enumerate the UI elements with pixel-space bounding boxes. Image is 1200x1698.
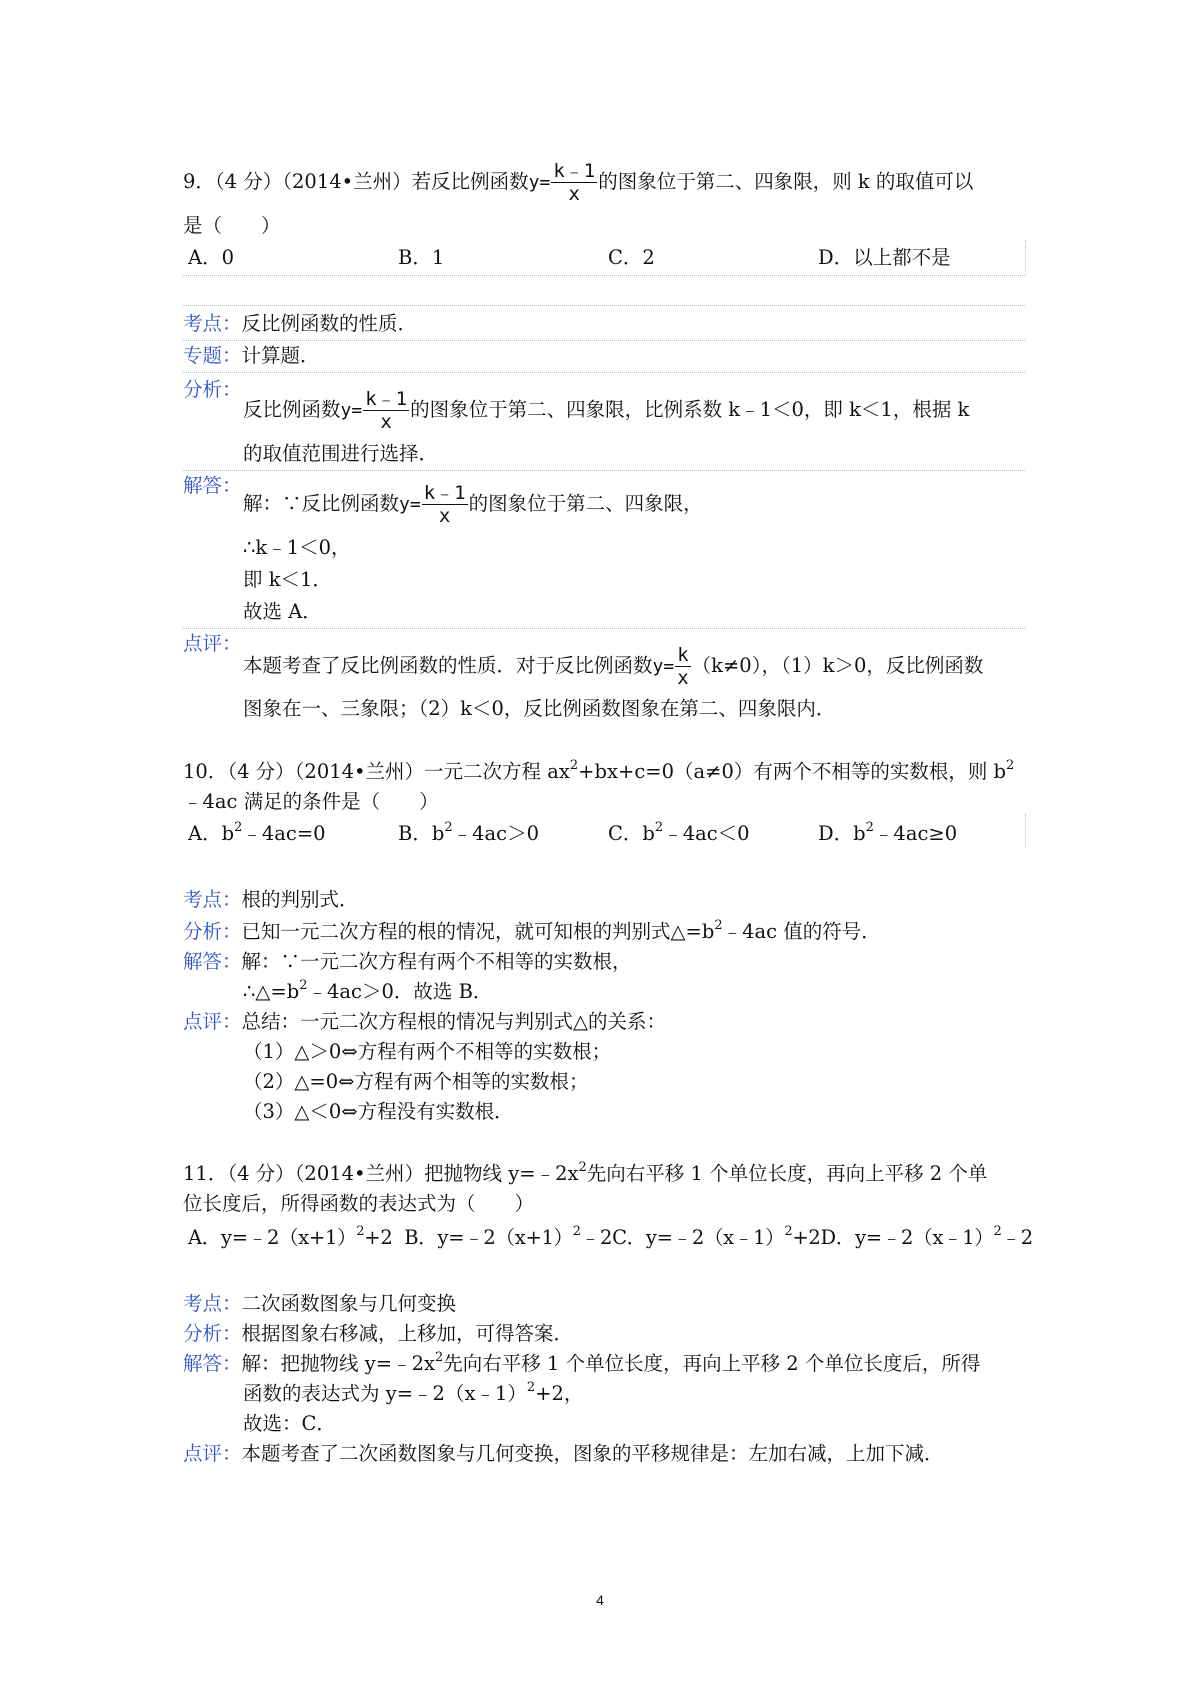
q10-fenxi [183,920,881,944]
q11-option-b [404,1226,612,1249]
q11-option-c [612,1226,820,1249]
jieda-text-3: ﹣4ac＞0．故选 B． [307,980,493,1003]
superscript: 2 [578,1160,587,1175]
q10-stem-line2: ﹣4ac 满足的条件是（ ） [183,790,439,813]
option-text: B．b [398,822,445,845]
superscript: 2 [299,978,308,993]
q10-jieda [183,950,632,974]
frac-y-eq: y= [652,656,675,677]
q9-stem-text-2: 的图象位于第二、四象限，则 k 的取值可以 [598,170,974,193]
q9-stem-text: 9．（4 分）（2014•兰州）若反比例函数 [183,170,529,193]
superscript: 2 [434,1350,444,1365]
superscript: 2 [444,820,453,835]
frac-y-eq: y= [399,494,421,515]
q9-kaodian [183,312,417,336]
option-text-2: ﹣4ac＞0 [452,822,539,845]
fenxi-label: 分析： [183,1322,242,1345]
q9-dianping-label: 点评： [183,632,242,655]
q9-fenxi-label: 分析： [183,378,242,401]
fraction-denominator: x [380,411,392,433]
option-text: C．b [608,822,655,845]
q10-stem-line1 [183,760,1014,784]
option-text: A．b [188,822,235,845]
frac-y-eq: y= [528,172,551,193]
jieda-text-2: 先向右平移 1 个单位长度，再向上平移 2 个单位长度后，所得 [443,1352,981,1375]
superscript: 2 [784,1224,793,1239]
option-text-2: +2 [792,1226,821,1249]
q11-options [188,1226,1033,1250]
q11-option-d [821,1226,1033,1249]
option-text: D．y=﹣2（x﹣1） [820,1226,994,1249]
fenxi-text: 根据图象右移减，上移加，可得答案． [241,1322,574,1345]
fraction-numerator: k﹣1 [553,160,596,182]
fraction-k-over-x [675,644,690,689]
divider-dotted [183,275,1025,276]
divider-dotted [183,628,1025,629]
divider-dotted [183,305,1025,306]
q10-dianping-line2: （1）△＞0⇔方程有两个不相等的实数根； [243,1040,612,1063]
jieda-text-2: ∴△=b [243,980,300,1003]
kaodian-label: 考点： [183,312,242,335]
superscript: 2 [356,1224,365,1239]
divider-dotted-vertical [1025,240,1026,274]
zhuanti-label: 专题： [183,344,242,367]
fraction-denominator: x [438,505,451,527]
q9-stem-line1 [183,160,973,205]
q9-jieda-line2: ∴k﹣1＜0， [243,536,351,559]
divider-dotted [183,372,1025,373]
q9-option-a: A．0 [188,246,234,269]
option-text: D．b [818,822,866,845]
superscript: 2 [865,820,874,835]
q10-stem-text-2: +bx+c=0（a≠0）有两个不相等的实数根，则 b [578,760,1007,783]
superscript: 2 [714,918,723,933]
q11-jieda-line2 [243,1382,583,1406]
superscript: 2 [234,820,243,835]
q11-jieda-line3: 故选：C． [243,1412,336,1435]
fraction-k-minus-1-over-x [363,388,409,433]
q9-jieda-line3: 即 k＜1． [243,568,332,591]
q9-fenxi-line2: 的取值范围进行选择． [243,442,439,465]
q11-stem-line2: 位长度后，所得函数的表达式为（ ） [183,1192,535,1215]
superscript: 2 [572,1224,581,1239]
q11-dianping [183,1442,944,1466]
q10-jieda-line2 [243,980,492,1004]
frac-y-eq: y= [340,400,363,421]
q9-jieda-line1 [243,482,703,527]
option-text-2: ﹣2 [1001,1226,1033,1249]
dianping-text-2: （k≠0），（1）k＞0，反比例函数 [691,654,984,677]
jieda-text: 解：∵反比例函数 [243,492,400,515]
dianping-text: 本题考查了二次函数图象与几何变换，图象的平移规律是：左加右减，上加下减． [241,1442,944,1465]
fraction-numerator: k﹣1 [423,482,466,504]
divider-dotted [183,340,1025,341]
option-text-2: ﹣4ac＜0 [663,822,750,845]
kaodian-label: 考点： [183,888,242,911]
dianping-label: 点评： [183,1442,242,1465]
q10-dianping [183,1010,666,1034]
q11-stem-line1 [183,1162,987,1186]
q10-option-a [188,822,326,846]
q11-kaodian [183,1292,456,1316]
q9-dianping-line1 [243,644,983,689]
page-number: 4 [596,1592,604,1608]
superscript: 2 [993,1224,1002,1239]
jieda-label: 解答： [183,1352,242,1375]
fenxi-text: 反比例函数 [243,398,341,421]
q9-option-c: C．2 [608,246,655,269]
divider-dotted [183,470,1025,471]
q9-jieda-label: 解答： [183,474,242,497]
kaodian-label: 考点： [183,1292,242,1315]
dianping-text: 总结：一元二次方程根的情况与判别式△的关系： [241,1010,667,1033]
q11-stem-text-2: 先向右平移 1 个单位长度，再向上平移 2 个单 [586,1162,988,1185]
q10-option-b [398,822,539,846]
option-text: B．y=﹣2（x+1） [404,1226,573,1249]
q10-option-c [608,822,750,846]
q9-fenxi-line1 [243,388,969,433]
fraction-k-minus-1-over-x [422,482,468,527]
fraction-numerator: k [677,644,689,666]
superscript: 2 [1006,758,1015,773]
dianping-text: 本题考查了反比例函数的性质．对于反比例函数 [243,654,653,677]
fenxi-text-2: ﹣4ac 值的符号． [722,920,881,943]
q10-kaodian [183,888,359,912]
q9-stem-line2: 是（ ） [183,214,281,237]
fraction-denominator: x [677,667,689,689]
fraction-numerator: k﹣1 [365,388,408,410]
q10-dianping-line4: （3）△＜0⇔方程没有实数根． [243,1100,514,1123]
q9-option-d: D．以上都不是 [818,246,951,269]
fraction-k-minus-1-over-x [551,160,597,205]
option-text-2: +2 [364,1226,393,1249]
jieda-text-3: 函数的表达式为 y=﹣2（x﹣1） [243,1382,527,1405]
q9-jieda-line4: 故选 A． [243,600,322,623]
q9-option-b: B．1 [398,246,445,269]
divider-dotted-vertical [1025,814,1026,848]
fraction-denominator: x [568,183,580,205]
option-text-2: ﹣4ac≥0 [873,822,958,845]
option-text: C．y=﹣2（x﹣1） [612,1226,785,1249]
jieda-text-4: +2， [535,1382,584,1405]
q11-fenxi [183,1322,573,1346]
kaodian-text: 根的判别式． [241,888,359,911]
q9-dianping-line2: 图象在一、三象限；（2）k＜0，反比例函数图象在第二、四象限内． [243,697,836,720]
option-text-2: ﹣2 [580,1226,613,1249]
q10-option-d [818,822,957,846]
superscript: 2 [654,820,664,835]
q10-stem-text: 10．（4 分）（2014•兰州）一元二次方程 ax [183,760,570,783]
q11-jieda [183,1352,980,1376]
q11-option-a [188,1226,392,1249]
jieda-text: 解：把抛物线 y=﹣2x [241,1352,435,1375]
jieda-text-2: 的图象位于第二、四象限， [468,492,703,515]
superscript: 2 [526,1380,536,1395]
fenxi-label: 分析： [183,920,242,943]
q9-zhuanti [183,344,320,368]
zhuanti-text: 计算题． [241,344,320,367]
option-text-2: ﹣4ac=0 [242,822,326,845]
kaodian-text: 二次函数图象与几何变换 [241,1292,457,1315]
jieda-label: 解答： [183,950,242,973]
kaodian-text: 反比例函数的性质． [241,312,418,335]
q11-stem-text: 11．（4 分）（2014•兰州）把抛物线 y=﹣2x [183,1162,579,1185]
fenxi-text-2: 的图象位于第二、四象限，比例系数 k﹣1＜0，即 k＜1，根据 k [410,398,970,421]
q10-dianping-line3: （2）△=0⇔方程有两个相等的实数根； [243,1070,589,1093]
option-text: A．y=﹣2（x+1） [188,1226,357,1249]
jieda-text: 解：∵一元二次方程有两个不相等的实数根， [241,950,632,973]
fenxi-text: 已知一元二次方程的根的情况，就可知根的判别式△=b [241,920,715,943]
superscript: 2 [569,758,579,773]
dianping-label: 点评： [183,1010,242,1033]
